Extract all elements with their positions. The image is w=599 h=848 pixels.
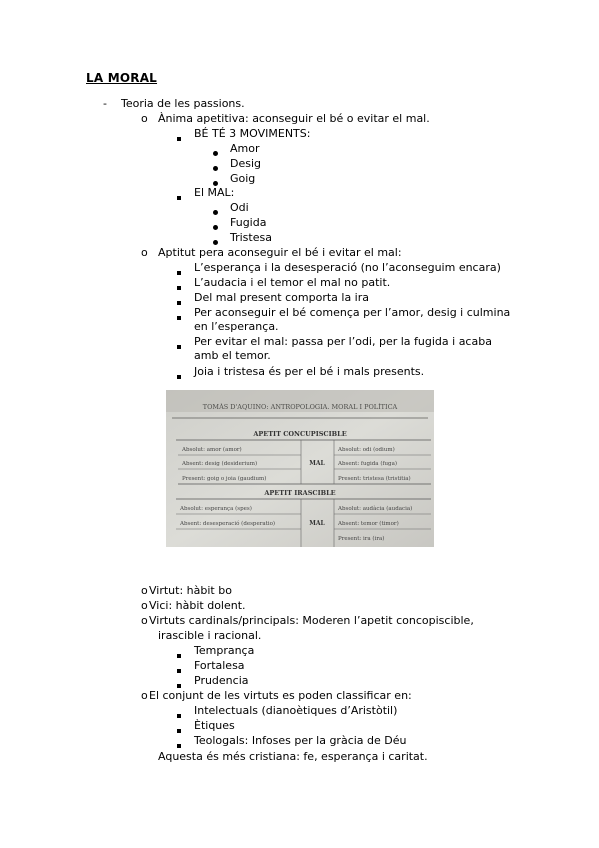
- list-item-continuation: en l’esperança.: [194, 320, 279, 333]
- photo-cell: Absolut: esperança (spes): [180, 506, 252, 512]
- photo-mal: MAL: [309, 460, 325, 467]
- circle-bullet: o: [141, 614, 148, 627]
- list-item: El MAL:: [194, 186, 235, 199]
- list-item: Teologals: Infoses per la gràcia de Déu: [194, 734, 407, 747]
- square-bullet: [177, 131, 181, 145]
- circle-bullet: o: [141, 689, 148, 702]
- list-item: Desig: [230, 157, 262, 170]
- photo-cell: Present: tristesa (tristitia): [338, 476, 411, 482]
- square-bullet: [177, 280, 181, 294]
- list-item: Tristesa: [230, 231, 272, 244]
- photo-mal: MAL: [309, 520, 325, 527]
- list-item: L’audacia i el temor el mal no patit.: [194, 276, 391, 289]
- photo-cell: Absolut: odi (odium): [338, 447, 395, 453]
- page-title: LA MORAL: [86, 71, 158, 85]
- photo-cell: Absolut: amor (amor): [182, 447, 242, 453]
- list-item: Odi: [230, 201, 249, 214]
- list-item: Temprança: [194, 644, 255, 657]
- photo-header: TOMÀS D'AQUINO: ANTROPOLOGIA. MORAL I POLÍTICA: [202, 403, 398, 411]
- square-bullet: [177, 339, 181, 353]
- photo-cell: Present: goig o joia (gaudium): [182, 476, 267, 482]
- photo-cell: Absent: desig (desiderium): [182, 461, 258, 467]
- list-item: Aptitut pera aconseguir el bé i evitar el mal:: [158, 246, 402, 259]
- list-item-continuation: irascible i racional.: [158, 629, 262, 642]
- photo-cell: Present: ira (ira): [338, 536, 385, 542]
- photo-cell: Absent: fugida (fuga): [338, 461, 397, 467]
- passions-table-photo: [166, 390, 434, 547]
- list-item: Ètiques: [194, 719, 235, 732]
- square-bullet: [177, 663, 181, 677]
- square-bullet: [177, 369, 181, 383]
- list-item: El conjunt de les virtuts es poden classificar en:: [149, 689, 412, 702]
- list-item: Ànima apetitiva: aconseguir el bé o evitar el mal.: [158, 112, 430, 125]
- list-item: Joia i tristesa és per el bé i mals presents.: [194, 365, 425, 378]
- list-item: Intelectuals (dianoètiques d’Aristòtil): [194, 704, 398, 717]
- list-item: BÉ TÉ 3 MOVIMENTS:: [194, 127, 311, 140]
- photo-section-2: APETIT IRASCIBLE: [264, 489, 336, 497]
- photo-cell: Absent: desesperació (desperatio): [180, 521, 276, 527]
- photo-cell: Absent: temor (timor): [338, 521, 399, 527]
- list-item-continuation: amb el temor.: [194, 349, 271, 362]
- list-item: Fugida: [230, 216, 267, 229]
- square-bullet: [177, 708, 181, 722]
- list-item: Amor: [230, 142, 260, 155]
- list-item: Del mal present comporta la ira: [194, 291, 370, 304]
- list-item: Virtuts cardinals/principals: Moderen l’apetit concopiscible,: [149, 614, 474, 627]
- list-item: Goig: [230, 172, 256, 185]
- dot-bullet: [213, 205, 218, 219]
- dash-bullet: -: [103, 97, 107, 110]
- square-bullet: [177, 295, 181, 309]
- dot-bullet: [213, 146, 218, 160]
- list-item: Per evitar el mal: passa per l’odi, per la fugida i acaba: [194, 335, 492, 348]
- list-item: Virtut: hàbit bo: [149, 584, 232, 597]
- photo-section-1: APETIT CONCUPISCIBLE: [253, 430, 347, 438]
- square-bullet: [177, 265, 181, 279]
- square-bullet: [177, 723, 181, 737]
- dot-bullet: [213, 220, 218, 234]
- circle-bullet: o: [141, 584, 148, 597]
- square-bullet: [177, 310, 181, 324]
- circle-bullet: o: [141, 246, 148, 259]
- circle-bullet: o: [141, 599, 148, 612]
- list-item: Prudencia: [194, 674, 249, 687]
- list-item: Fortalesa: [194, 659, 245, 672]
- dot-bullet: [213, 161, 218, 175]
- square-bullet: [177, 190, 181, 204]
- list-item: Per aconseguir el bé comença per l’amor, desig i culmina: [194, 306, 511, 319]
- square-bullet: [177, 648, 181, 662]
- section-heading: Teoria de les passions.: [121, 97, 245, 110]
- list-item: L’esperança i la desesperació (no l’aconseguim encara): [194, 261, 501, 274]
- circle-bullet: o: [141, 112, 148, 125]
- list-item: Vici: hàbit dolent.: [149, 599, 246, 612]
- closing-note: Aquesta és més cristiana: fe, esperança i caritat.: [158, 750, 428, 763]
- photo-cell: Absolut: audàcia (audacia): [338, 506, 413, 512]
